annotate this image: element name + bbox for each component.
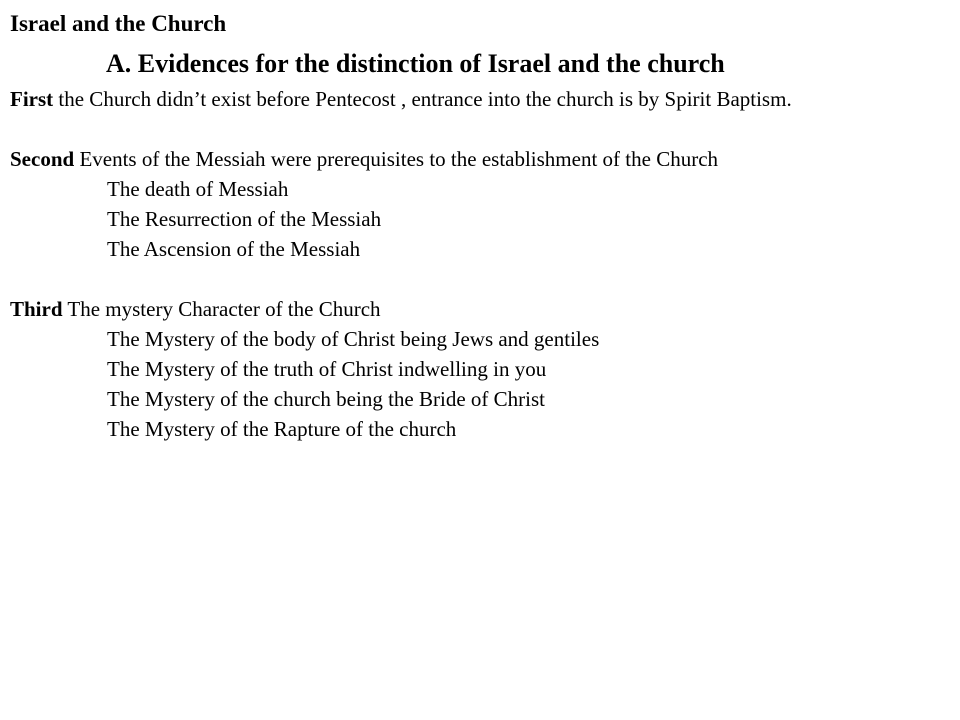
spacer — [10, 264, 940, 294]
slide-subtitle: A. Evidences for the distinction of Israel and the church — [106, 49, 725, 78]
third-item-body: The Mystery of the body of Christ being Jews and gentiles — [107, 327, 600, 351]
second-lead: Second — [10, 147, 75, 171]
second-point — [10, 144, 940, 174]
third-item-rapture: The Mystery of the Rapture of the church — [107, 417, 457, 441]
second-text: Events of the Messiah were prerequisites to the establishment of the Church — [74, 147, 719, 171]
third-point — [10, 294, 940, 324]
first-lead: First — [10, 87, 54, 111]
first-text: the Church didn’t exist before Pentecost , entrance into the church is by Spirit Baptism. — [53, 87, 792, 111]
third-item-bride: The Mystery of the church being the Bride of Christ — [107, 387, 545, 411]
third-item-indwelling: The Mystery of the truth of Christ indwelling in you — [107, 357, 547, 381]
slide-title: Israel and the Church — [10, 11, 227, 36]
second-item-ascension: The Ascension of the Messiah — [107, 237, 361, 261]
third-text: The mystery Character of the Church — [62, 297, 381, 321]
spacer — [10, 114, 940, 144]
second-item-resurrection: The Resurrection of the Messiah — [107, 207, 382, 231]
third-lead: Third — [10, 297, 63, 321]
second-item-death: The death of Messiah — [107, 177, 289, 201]
first-point — [10, 84, 940, 114]
slide-body — [10, 84, 940, 444]
